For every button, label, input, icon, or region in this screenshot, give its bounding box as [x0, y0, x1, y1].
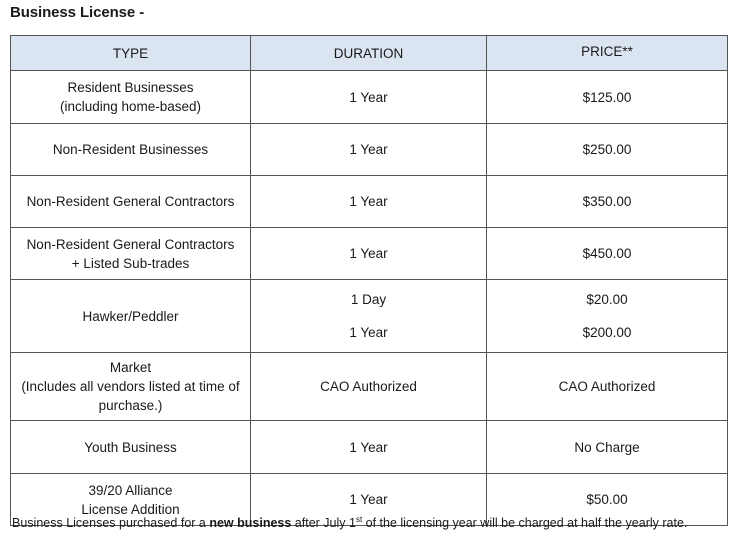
cell-duration [251, 280, 487, 353]
price-text: $450.00 [582, 246, 632, 261]
type-text: 39/20 Alliance [88, 482, 173, 498]
type-text: Non-Resident General Contractors [26, 236, 235, 252]
duration-text: 1 Day [350, 292, 387, 307]
table-row [11, 176, 728, 228]
price-text: $20.00 [586, 292, 628, 307]
cell-price [487, 353, 728, 421]
cell-price [487, 228, 728, 280]
type-text: Non-Resident General Contractors [26, 194, 235, 209]
footnote [12, 516, 687, 530]
table-body [11, 71, 728, 526]
price-text: $200.00 [582, 325, 632, 340]
type-text: (Includes all vendors listed at time of [21, 379, 240, 394]
cell-price [487, 124, 728, 176]
cell-price [487, 176, 728, 228]
duration-text: 1 Year [349, 325, 388, 340]
duration-text: 1 Year [349, 89, 388, 105]
table-header-row [11, 36, 728, 71]
table-row [11, 124, 728, 176]
price-text: $250.00 [582, 142, 632, 157]
cell-duration [251, 228, 487, 280]
table-row [11, 280, 728, 353]
cell-type [11, 124, 251, 176]
price-text: $50.00 [586, 492, 628, 507]
type-text: Youth Business [84, 439, 177, 455]
duration-text: 1 Year [349, 194, 388, 209]
cell-type [11, 421, 251, 474]
cell-type [11, 71, 251, 124]
duration-text: 1 Year [349, 492, 388, 507]
cell-type [11, 353, 251, 421]
footnote-text-1: Business Licenses purchased for a [12, 516, 210, 530]
footnote-bold-text: new business [209, 516, 292, 530]
table-row [11, 71, 728, 124]
table-row [11, 421, 728, 474]
table-row [11, 228, 728, 280]
cell-type [11, 228, 251, 280]
type-text: purchase.) [98, 398, 163, 413]
page-title: Business License - [10, 4, 145, 21]
header-type: TYPE [11, 36, 251, 71]
duration-text: 1 Year [349, 246, 388, 261]
table-row [11, 353, 728, 421]
type-text: + Listed Sub-trades [71, 255, 190, 271]
cell-price [487, 71, 728, 124]
price-text: CAO Authorized [558, 379, 656, 394]
type-text: Resident Businesses [67, 80, 194, 95]
cell-duration [251, 71, 487, 124]
header-price: PRICE** [487, 36, 728, 71]
footnote-text-3: of the licensing year will be charged at half the yearly rate. [362, 516, 688, 530]
price-text: $350.00 [582, 194, 632, 209]
cell-duration [251, 124, 487, 176]
cell-duration [251, 176, 487, 228]
cell-price [487, 280, 728, 353]
type-text: License Addition [81, 501, 180, 517]
header-duration: DURATION [251, 36, 487, 71]
license-fee-table [10, 35, 728, 526]
cell-type [11, 280, 251, 353]
duration-text: 1 Year [349, 439, 388, 455]
price-text: $125.00 [582, 89, 632, 105]
type-text: Market [109, 360, 152, 375]
duration-text: CAO Authorized [320, 379, 417, 394]
type-text: Hawker/Peddler [82, 308, 179, 324]
type-text: (including home-based) [59, 99, 202, 114]
cell-duration [251, 353, 487, 421]
cell-price [487, 421, 728, 474]
type-text: Non-Resident Businesses [52, 142, 209, 157]
cell-duration [251, 421, 487, 474]
price-text: No Charge [574, 439, 640, 455]
duration-text: 1 Year [349, 142, 388, 157]
cell-type [11, 176, 251, 228]
footnote-text-2: after July 1 [291, 516, 356, 530]
footnote-superscript: st [355, 514, 363, 524]
